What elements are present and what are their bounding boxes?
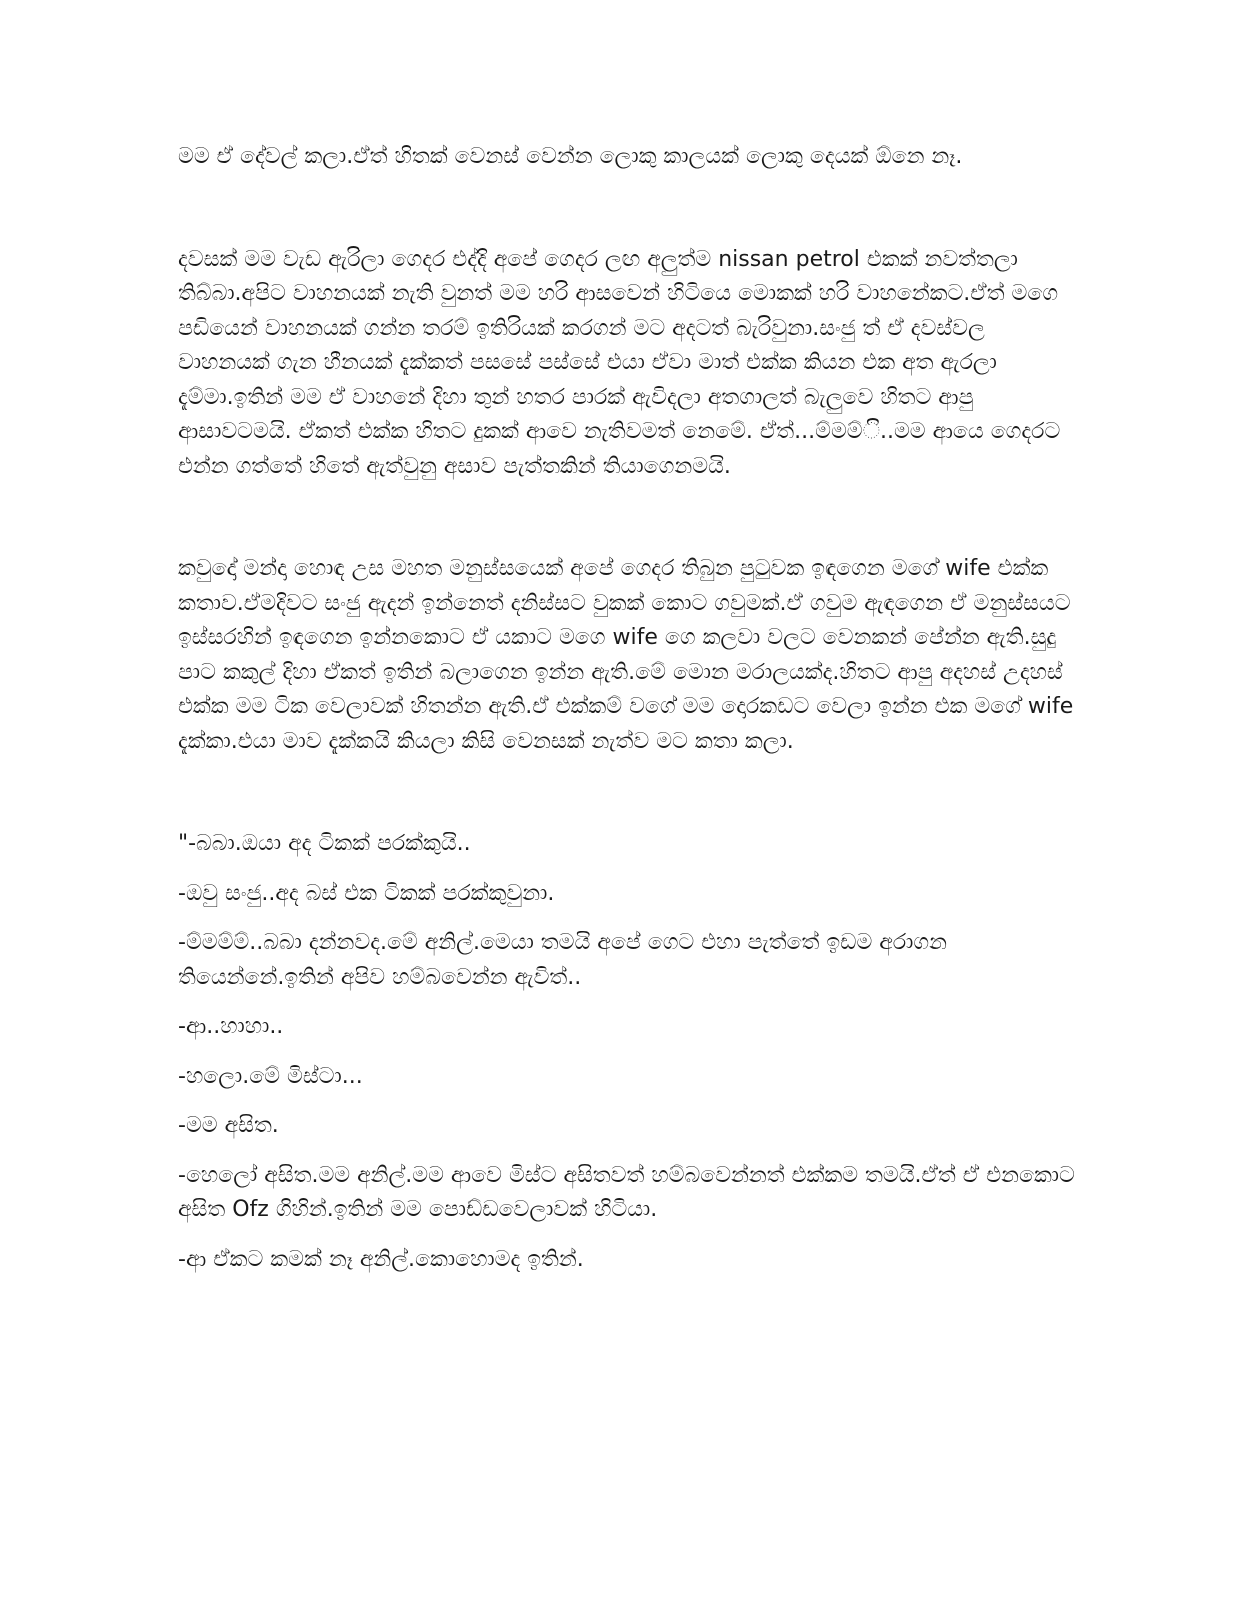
dialogue-line: -ඔවු සංජු..අද බස් එක ටිකක් පරක්කුවුනා. xyxy=(178,880,555,906)
paragraph: දවසක් මම වැඩ ඇරිලා ගෙදර එද්දි අපේ ගෙදර ලඟ අලුත්ම nissan petrol එකක් නවත්තලා තිබ්බා.අපිට වාහනයක් නැති වුනත් මම හරි ආසවෙන් හිටියෙ මොකක් හරි වාහනේකට.ඒත් මගෙ පඩියෙන් වාහනයක් ගන්න තරම් ඉතිරියක් කරගන් මට අදටත් බැරිවුනා.සංජු ත් ඒ දවස්වල වාහනයක් ගැන හීනයක් දැක්කත් පසසේ පස්සේ එයා ඒවා මාත් එක්ක කියන එක අත ඇරලා දැම්මා.ඉතින් මම ඒ වාහනේ දිහා තුන් හතර පාරක් ඇවිදලා අතගාලත් බැලුවෙ හිතට ආපු ආසාවටමයි. ඒකත් එක්ක හිතට දුකක් ආවෙ නැතිවමත් නෙමේ. ඒත්...ම්මම්ි..මම ආයෙ ගෙදරට එන්න ගත්තේ හිතේ ඇත්වුනු අසාව පැත්තකින් තියාගෙනමයි. xyxy=(178,246,1061,479)
dialogue-line: "-බබා.ඔයා අද ටිකක් පරක්කුයි.. xyxy=(178,831,471,856)
dialogue-line: -ආ ඒකට කමක් නෑ අනිල්.කොහොමද ඉතින්. xyxy=(178,1246,584,1272)
dialogue-line: -ම්මම්ම්..බබා දන්නවද.මේ අනිල්.මෙයා තමයි අපේ ගෙට එහා පැත්තේ ඉඩම අරාගන තියෙන්නේ.ඉතින් අපිව හම්බවෙන්න ඇවිත්.. xyxy=(178,930,947,990)
dialogue-line: -මම අසිත. xyxy=(178,1113,279,1138)
dialogue-line: -හලො.මේ මිස්ටා... xyxy=(178,1063,363,1089)
dialogue-line: -ආ..හාහා.. xyxy=(178,1014,284,1039)
paragraph: කවුදෝ මන්දා හොඳ උස මහත මනුස්සයෙක් අපේ ගෙදර තිබුන පුටුවක ඉඳගෙන මගේ wife එක්ක කතාව.ඒමදිවට සංජු ඇදන් ඉන්නෙත් දනිස්සට වුකක් කොට ගවුමක්.ඒ ගවුම ඇඳගෙන ඒ මනුස්සයට ඉස්සරහින් ඉඳගෙන ඉන්නකොට ඒ යකාට මගෙ wife ගෙ කලවා වලට වෙනකන් පේන්න ඇති.සුදු පාට කකුල් දිහා ඒකත් ඉතින් බලාගෙන ඉන්න ඇති.මේ මොන මරාලයක්ද.හිතට ආපු අදහස් උදහස් එක්ක මම ටික වෙලාවක් හිතන්න ඇති.ඒ එක්කම් වගේ මම දොරකඩට වෙලා ඉන්න එක මගේ wife දැක්කා.එයා මාව දැක්කයි කියලා කිසි වෙනසක් නැත්ව මට කතා කලා. xyxy=(178,556,1074,754)
document-page xyxy=(178,140,1078,1292)
dialogue-line: -හෙලෝ අසිත.මම අනිල්.මම ආවෙ මිස්ට අසිතවත් හම්බවෙන්නත් එක්කම තමයි.ඒත් ඒ එනකොට අසිත Ofz ගිහින්.ඉතින් මම පොඩ්ඩවෙලාවක් හිටියා. xyxy=(178,1162,1075,1222)
paragraph: මම ඒ දේවල් කලා.ඒත් හිතක් වෙනස් වෙන්න ලොකු කාලයක් ලොකු දෙයක් ඕනෙ නෑ. xyxy=(178,144,963,169)
dialogue-section xyxy=(178,827,1078,1277)
